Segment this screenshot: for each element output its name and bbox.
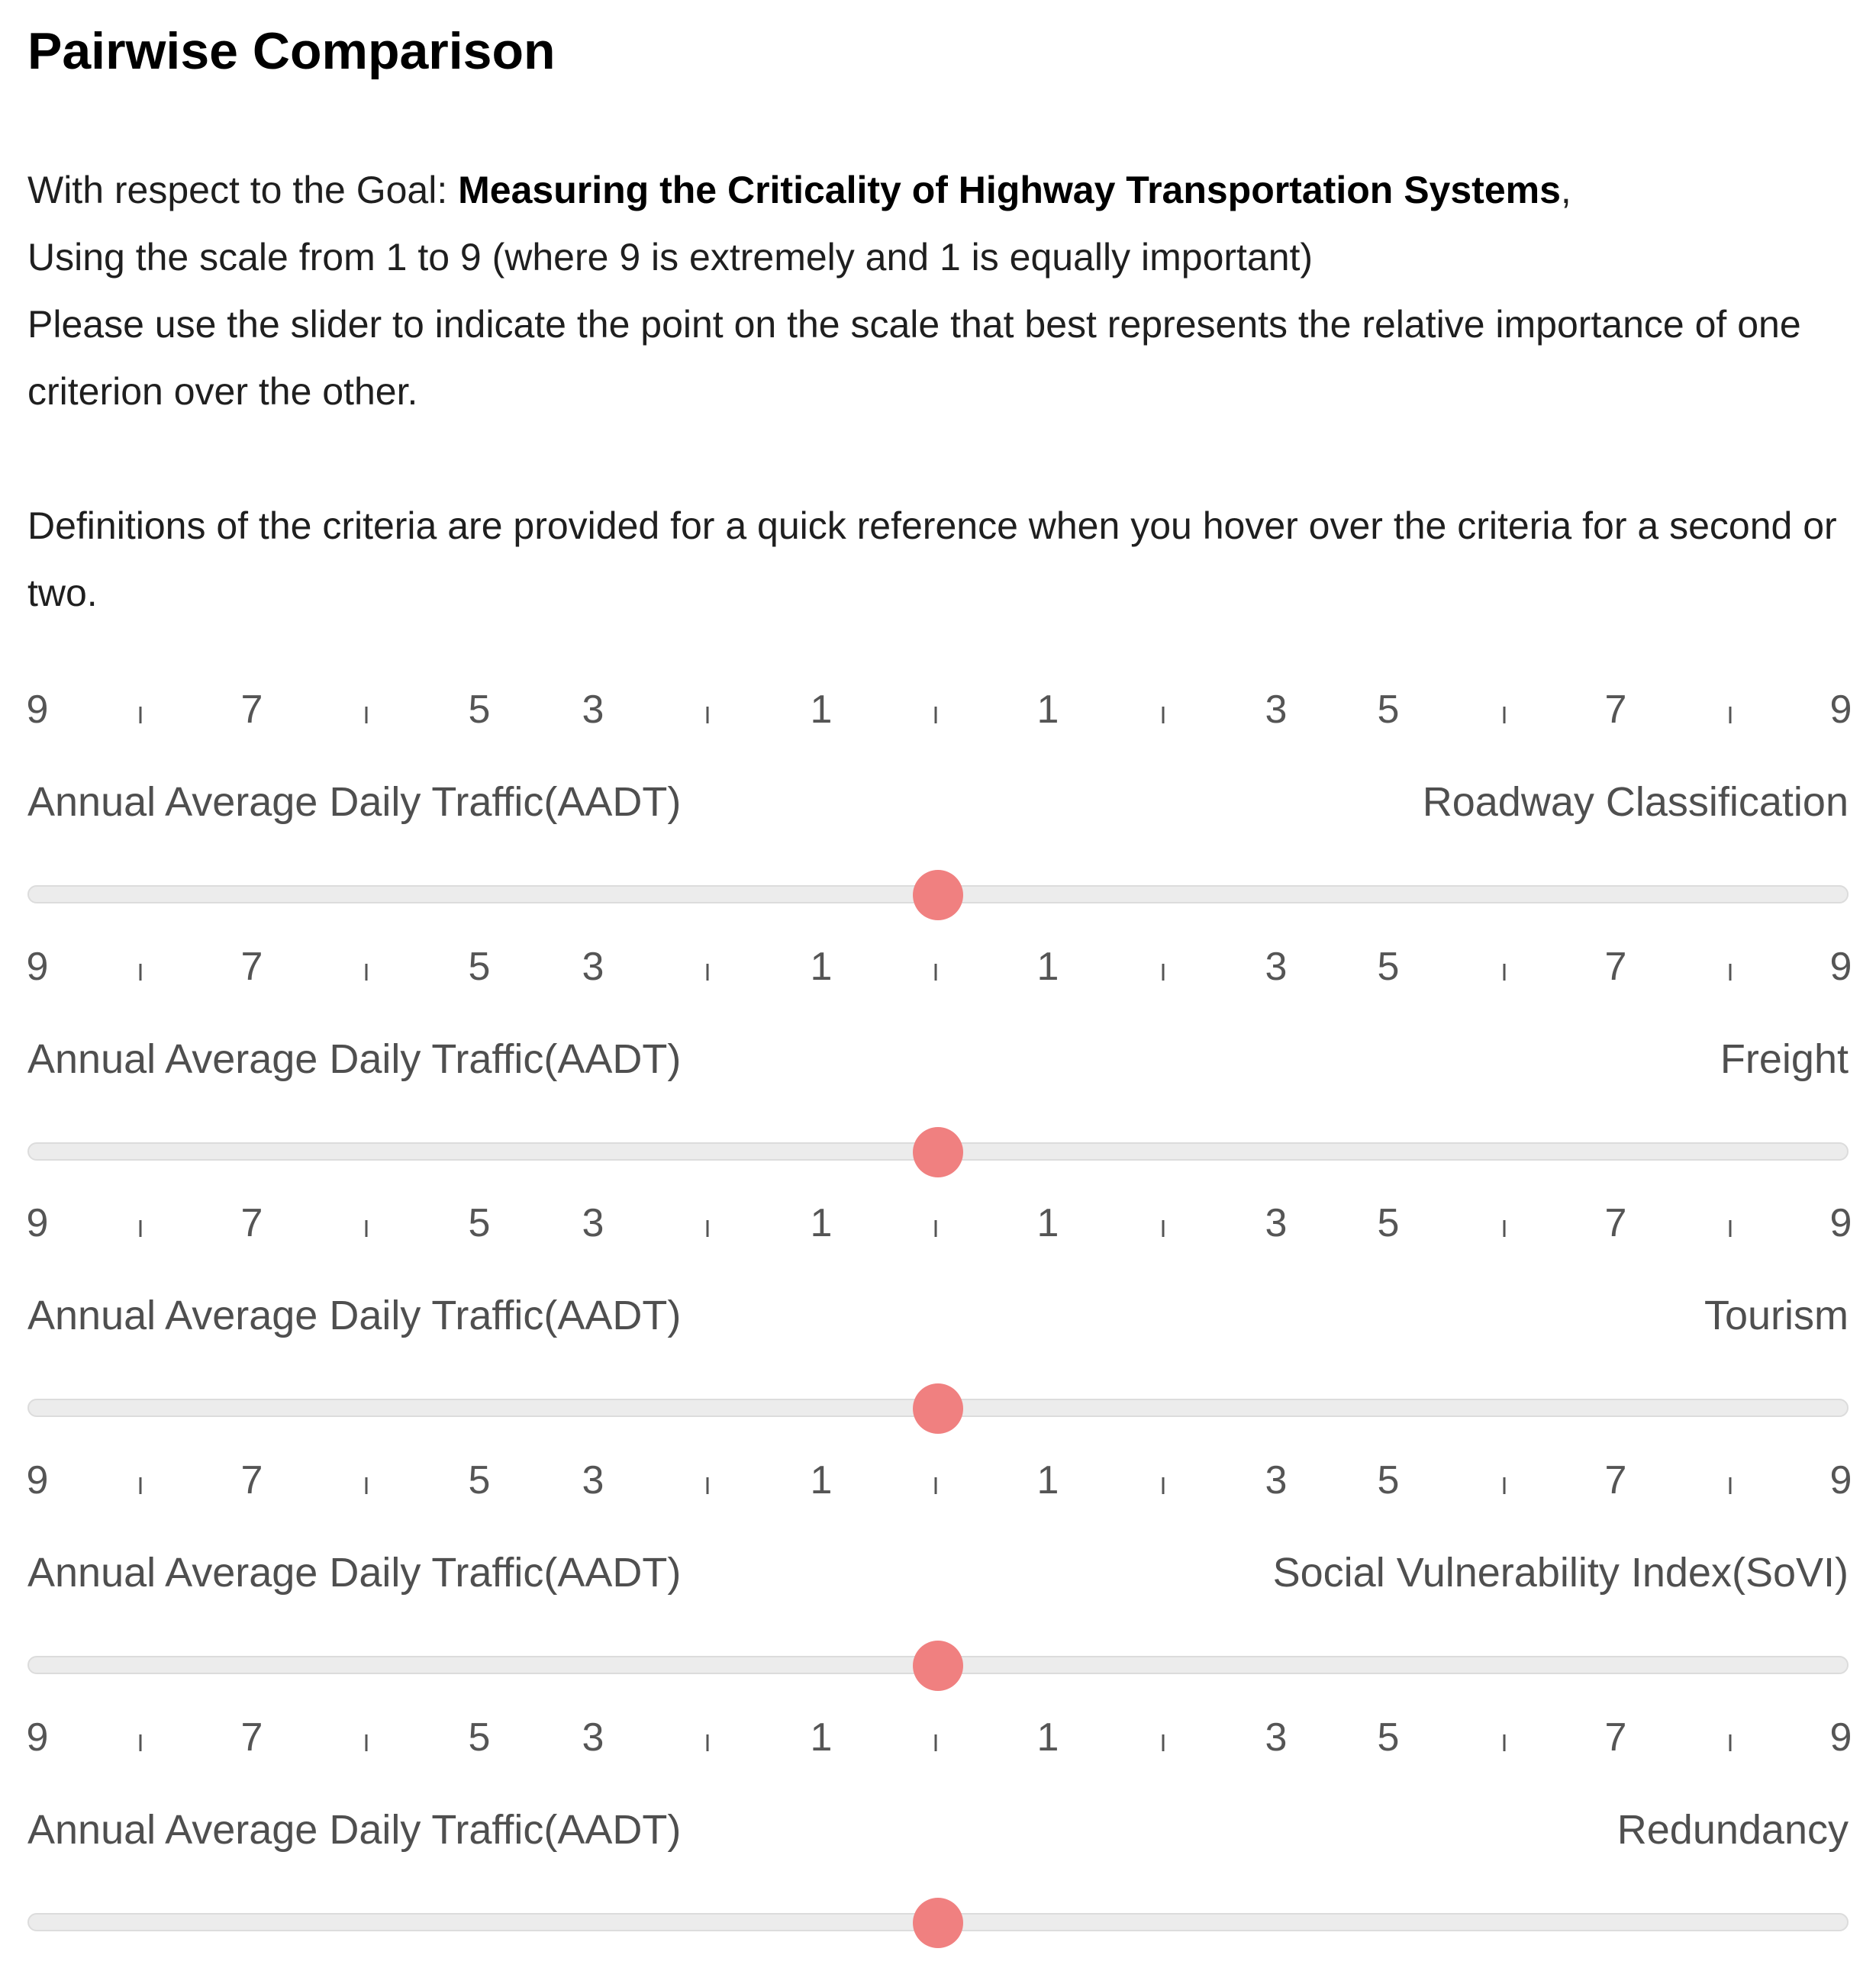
scale-label: 3 [1265, 1715, 1288, 1760]
scale-label: 7 [1604, 1458, 1627, 1502]
scale-tick [707, 1220, 709, 1237]
slider-thumb[interactable] [913, 1641, 963, 1691]
criterion-left[interactable]: Annual Average Daily Traffic(AADT) [27, 779, 682, 825]
spacer [27, 425, 1849, 492]
comparison-row [26, 1715, 1852, 1971]
scale-tick [1162, 1734, 1165, 1751]
scale-tick [1729, 1220, 1732, 1237]
scale-tick [707, 1477, 709, 1494]
scale-tick [366, 1477, 368, 1494]
scale-tick [1504, 964, 1506, 981]
scale-label: 5 [468, 1201, 491, 1245]
scale-label: 9 [26, 1458, 49, 1502]
goal-name: Measuring the Criticality of Highway Transportation Systems [458, 169, 1561, 211]
criterion-right[interactable]: Freight [1720, 1036, 1849, 1082]
scale-label: 7 [240, 945, 263, 989]
scale-tick [1729, 1734, 1732, 1751]
scale-label: 5 [468, 688, 491, 732]
page-title: Pairwise Comparison [27, 22, 556, 80]
scale-label: 9 [26, 945, 49, 989]
scale-label: 9 [1829, 1201, 1852, 1245]
scale-tick [1504, 1220, 1506, 1237]
scale-label: 7 [1604, 1201, 1627, 1245]
scale-label: 7 [240, 1715, 263, 1760]
scale-tick [935, 964, 937, 981]
criterion-left[interactable]: Annual Average Daily Traffic(AADT) [27, 1807, 682, 1853]
scale-label: 1 [1036, 1201, 1059, 1245]
scale-label: 5 [468, 1458, 491, 1502]
scale-label: 7 [240, 1201, 263, 1245]
scale-tick [1729, 707, 1732, 723]
criterion-left[interactable]: Annual Average Daily Traffic(AADT) [27, 1293, 682, 1338]
scale-labels [26, 944, 1852, 997]
scale-labels [26, 1457, 1852, 1511]
scale-label: 1 [1036, 1715, 1059, 1760]
scale-label: 9 [26, 1201, 49, 1245]
scale-label: 3 [1265, 945, 1288, 989]
goal-suffix: , [1560, 169, 1571, 211]
scale-label: 3 [582, 1458, 604, 1502]
scale-label: 7 [1604, 688, 1627, 732]
scale-label: 7 [1604, 1715, 1627, 1760]
scale-tick [707, 964, 709, 981]
scale-label: 9 [1829, 945, 1852, 989]
scale-label: 1 [810, 688, 833, 732]
scale-label: 3 [582, 1715, 604, 1760]
scale-label: 3 [1265, 688, 1288, 732]
scale-tick [140, 964, 142, 981]
scale-tick [366, 1734, 368, 1751]
scale-instruction: Using the scale from 1 to 9 (where 9 is extremely and 1 is equally important) [27, 236, 1314, 279]
scale-label: 3 [582, 1201, 604, 1245]
scale-label: 3 [1265, 1458, 1288, 1502]
scale-tick [935, 707, 937, 723]
scale-tick [1729, 964, 1732, 981]
comparison-row [26, 687, 1852, 943]
scale-labels [26, 1715, 1852, 1768]
scale-tick [1504, 1734, 1506, 1751]
scale-label: 1 [1036, 688, 1059, 732]
scale-label: 1 [810, 1201, 833, 1245]
criterion-left[interactable]: Annual Average Daily Traffic(AADT) [27, 1550, 682, 1596]
scale-tick [140, 1734, 142, 1751]
scale-label: 7 [240, 688, 263, 732]
scale-label: 9 [1829, 1715, 1852, 1760]
criterion-right[interactable]: Roadway Classification [1422, 779, 1849, 825]
scale-label: 3 [582, 688, 604, 732]
scale-label: 5 [1377, 688, 1400, 732]
scale-tick [935, 1220, 937, 1237]
scale-tick [140, 1477, 142, 1494]
scale-labels [26, 687, 1852, 740]
criterion-right[interactable]: Redundancy [1617, 1807, 1849, 1853]
scale-label: 5 [1377, 1201, 1400, 1245]
scale-tick [366, 1220, 368, 1237]
scale-tick [707, 707, 709, 723]
scale-label: 9 [26, 1715, 49, 1760]
scale-label: 5 [1377, 1458, 1400, 1502]
comparison-row [26, 1200, 1852, 1457]
scale-label: 1 [1036, 1458, 1059, 1502]
scale-tick [935, 1734, 937, 1751]
slider-thumb[interactable] [913, 870, 963, 920]
scale-label: 1 [810, 1715, 833, 1760]
scale-label: 5 [1377, 1715, 1400, 1760]
criterion-left[interactable]: Annual Average Daily Traffic(AADT) [27, 1036, 682, 1082]
scale-tick [707, 1734, 709, 1751]
scale-label: 9 [1829, 688, 1852, 732]
comparison-row [26, 944, 1852, 1200]
scale-tick [1504, 1477, 1506, 1494]
scale-tick [140, 1220, 142, 1237]
scale-tick [366, 707, 368, 723]
scale-tick [1162, 964, 1165, 981]
scale-label: 9 [1829, 1458, 1852, 1502]
scale-label: 1 [810, 1458, 833, 1502]
criterion-right[interactable]: Tourism [1704, 1293, 1849, 1338]
scale-tick [1729, 1477, 1732, 1494]
scale-label: 1 [810, 945, 833, 989]
comparison-row [26, 1457, 1852, 1714]
scale-tick [935, 1477, 937, 1494]
goal-line [27, 156, 1849, 224]
goal-prefix: With respect to the Goal: [27, 169, 459, 211]
scale-tick [140, 707, 142, 723]
scale-label: 3 [582, 945, 604, 989]
scale-tick [1504, 707, 1506, 723]
scale-label: 3 [1265, 1201, 1288, 1245]
scale-labels [26, 1200, 1852, 1254]
slider-thumb[interactable] [913, 1898, 963, 1948]
scale-label: 7 [240, 1458, 263, 1502]
criterion-right[interactable]: Social Vulnerability Index(SoVI) [1272, 1550, 1849, 1596]
scale-tick [1162, 1477, 1165, 1494]
scale-label: 5 [1377, 945, 1400, 989]
scale-label: 9 [26, 688, 49, 732]
scale-label: 1 [1036, 945, 1059, 989]
definitions-note: Definitions of the criteria are provided for a quick reference when you hover over the criteria for a second or two. [27, 504, 1837, 614]
scale-tick [1162, 1220, 1165, 1237]
scale-tick [1162, 707, 1165, 723]
slider-thumb[interactable] [913, 1127, 963, 1177]
scale-label: 5 [468, 945, 491, 989]
scale-tick [366, 964, 368, 981]
scale-label: 5 [468, 1715, 491, 1760]
slider-instruction: Please use the slider to indicate the point on the scale that best represents the relative importance of one criterion over the other. [27, 303, 1801, 413]
instructions [27, 156, 1849, 626]
slider-thumb[interactable] [913, 1383, 963, 1434]
scale-label: 7 [1604, 945, 1627, 989]
